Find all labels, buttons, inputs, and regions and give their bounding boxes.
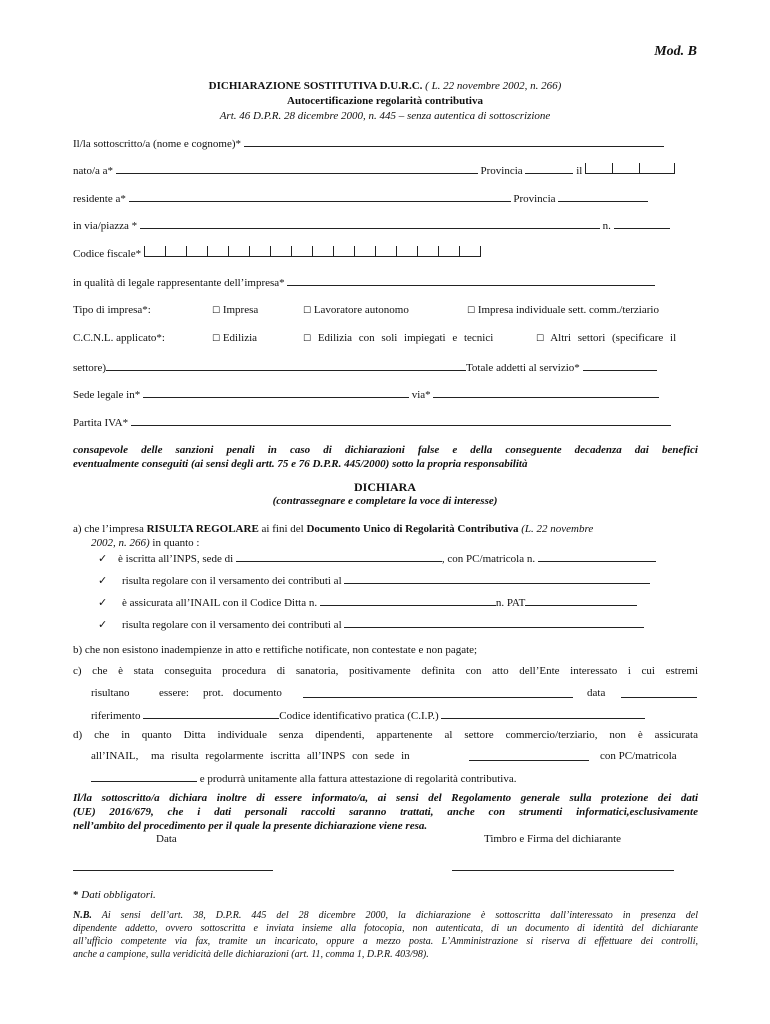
model-label: Mod. B bbox=[654, 44, 697, 59]
title-bold: DICHIARAZIONE SOSTITUTIVA D.U.R.C. bbox=[208, 80, 423, 92]
field-codice-fiscale bbox=[73, 246, 481, 260]
nb-line-2: dipendente addetto, ovvero sottoscritta e inviata insieme alla fotocopia, non autenticata, di un documento di identità del dichiarante bbox=[73, 923, 698, 934]
input-sede-inps-ditta[interactable] bbox=[469, 750, 589, 761]
item-d-line-1: d) che in quanto Ditta individuale senza dipendenti, appartenente al settore commercio/terziario, non è assicurata bbox=[73, 729, 698, 741]
item-a-1: ✓ è iscritta all’INPS, sede di , con PC/matricola n. bbox=[98, 551, 656, 565]
option-lavoratore-autonomo[interactable]: ☐ Lavoratore autonomo bbox=[303, 304, 409, 316]
codice-fiscale-cell[interactable] bbox=[354, 246, 375, 257]
field-settore bbox=[73, 360, 657, 374]
checkbox-icon[interactable]: ☐ bbox=[212, 334, 221, 344]
label-il: il bbox=[576, 165, 583, 177]
item-c-line-3: riferimento Codice identificativo pratica (C.I.P.) bbox=[91, 708, 645, 722]
label-codice-fiscale: Codice fiscale* bbox=[73, 248, 142, 260]
label-partita-iva: Partita IVA* bbox=[73, 417, 129, 429]
input-cip[interactable] bbox=[441, 708, 645, 719]
nb-line-4: anche a campione, sulla veridicità delle dichiarazioni (art. 11, comma 1, D.P.R. 403/98). bbox=[73, 949, 429, 960]
check-icon[interactable]: ✓ bbox=[98, 575, 108, 587]
codice-fiscale-cell[interactable] bbox=[207, 246, 228, 257]
label-via: in via/piazza * bbox=[73, 220, 138, 232]
input-giorno[interactable] bbox=[585, 163, 612, 174]
option-edilizia-impiegati[interactable]: ☐ Edilizia con soli impiegati e tecnici bbox=[303, 332, 494, 344]
input-via-sede[interactable] bbox=[433, 387, 659, 398]
privacy-line-2: (UE) 2016/679, che i dati personali raccolti saranno trattati, anche con strumenti informatici,esclusivamente bbox=[73, 806, 698, 818]
input-settore[interactable] bbox=[106, 360, 466, 371]
input-anno[interactable] bbox=[639, 163, 675, 174]
consapevole-line-1: consapevole delle sanzioni penali in caso di dichiarazioni false e della conseguente decadenza dai benefici bbox=[73, 444, 698, 456]
codice-fiscale-cell[interactable] bbox=[249, 246, 270, 257]
input-provincia-residenza[interactable] bbox=[558, 191, 648, 202]
option-altri-settori[interactable]: ☐ Altri settori (specificare il bbox=[536, 332, 677, 344]
input-codice-fiscale[interactable] bbox=[144, 248, 481, 260]
privacy-line-1: Il/la sottoscritto/a dichiara inoltre di essere informato/a, ai sensi del Regolamento generale sulla protezione dei dati bbox=[73, 792, 698, 804]
input-riferimento[interactable] bbox=[143, 708, 279, 719]
document-subtitle: Autocertificazione regolarità contributiva bbox=[287, 95, 483, 107]
codice-fiscale-cell[interactable] bbox=[312, 246, 333, 257]
item-a: a) che l’impresa RISULTA REGOLARE ai fini del Documento Unico di Regolarità Contributiva (L. 22 novembre bbox=[73, 523, 594, 535]
option-impresa[interactable]: ☐ Impresa bbox=[212, 304, 259, 316]
label-tipo-impresa: Tipo di impresa*: bbox=[73, 304, 151, 316]
field-sottoscritto bbox=[73, 136, 664, 150]
item-d-line-3: e produrrà unitamente alla fattura attestazione di regolarità contributiva. bbox=[91, 771, 516, 785]
codice-fiscale-cell[interactable] bbox=[165, 246, 186, 257]
label-nato: nato/a a* bbox=[73, 165, 114, 177]
label-provincia-residenza: Provincia bbox=[513, 193, 556, 205]
field-partita-iva bbox=[73, 415, 671, 429]
document-title bbox=[0, 80, 770, 92]
input-codice-ditta[interactable] bbox=[320, 595, 496, 606]
input-sede-legale[interactable] bbox=[143, 387, 409, 398]
nb-line-1: N.B. Ai sensi dell’art. 38, D.P.R. 445 del 28 dicembre 2000, la dichiarazione è sottoscritta dall’interessato in presenza del bbox=[73, 910, 698, 921]
title-ref: ( L. 22 novembre 2002, n. 266) bbox=[425, 80, 562, 92]
checkbox-icon[interactable]: ☐ bbox=[467, 306, 476, 316]
input-provincia-nascita[interactable] bbox=[525, 163, 573, 174]
item-d-line-2: all’INAIL, ma risulta regolarmente iscritta all’INPS con sede in con PC/matricola bbox=[91, 750, 677, 762]
checkbox-icon[interactable]: ☐ bbox=[212, 306, 221, 316]
field-via bbox=[73, 218, 670, 232]
item-c-line-2: risultano essere: prot. documento data bbox=[91, 687, 698, 699]
field-residente bbox=[73, 191, 648, 205]
label-via-sede: via* bbox=[411, 389, 431, 401]
input-nato[interactable] bbox=[116, 163, 478, 174]
footnote-obbligatori: * Dati obbligatori. bbox=[73, 889, 156, 901]
input-residente[interactable] bbox=[129, 191, 511, 202]
input-partita-iva[interactable] bbox=[131, 415, 671, 426]
label-sottoscritto: Il/la sottoscritto/a (nome e cognome)* bbox=[73, 138, 242, 150]
checkbox-icon[interactable]: ☐ bbox=[303, 306, 312, 316]
codice-fiscale-cell[interactable] bbox=[186, 246, 207, 257]
item-a-2: ✓ risulta regolare con il versamento dei contributi al bbox=[98, 573, 650, 587]
input-sede-inps[interactable] bbox=[236, 551, 442, 562]
nb-line-3: all’ufficio competente via fax, tramite un incaricato, oppure a mezzo posta. L’Amministrazione si riserva di effettuare dei controlli, bbox=[73, 936, 698, 947]
input-documento[interactable] bbox=[303, 687, 573, 698]
input-pat[interactable] bbox=[525, 595, 637, 606]
check-icon[interactable]: ✓ bbox=[98, 597, 108, 609]
input-data-documento[interactable] bbox=[621, 687, 697, 698]
label-sede-legale: Sede legale in* bbox=[73, 389, 141, 401]
field-sede-legale bbox=[73, 387, 659, 401]
label-provincia: Provincia bbox=[480, 165, 523, 177]
codice-fiscale-cell[interactable] bbox=[144, 246, 165, 257]
label-totale-addetti: Totale addetti al servizio* bbox=[465, 362, 580, 374]
label-residente: residente a* bbox=[73, 193, 126, 205]
input-matricola-ditta[interactable] bbox=[91, 771, 197, 782]
input-numero[interactable] bbox=[614, 218, 670, 229]
codice-fiscale-cell[interactable] bbox=[459, 246, 481, 257]
input-totale-addetti[interactable] bbox=[583, 360, 657, 371]
codice-fiscale-cell[interactable] bbox=[333, 246, 354, 257]
input-sottoscritto[interactable] bbox=[244, 136, 664, 147]
codice-fiscale-cell[interactable] bbox=[438, 246, 459, 257]
checkbox-icon[interactable]: ☐ bbox=[303, 334, 312, 344]
label-numero: n. bbox=[602, 220, 611, 232]
consapevole-line-2: eventualmente conseguiti (ai sensi degli artt. 75 e 76 D.P.R. 445/2000) sotto la propria responsabilità bbox=[73, 458, 528, 470]
input-mese[interactable] bbox=[612, 163, 639, 174]
codice-fiscale-cell[interactable] bbox=[375, 246, 396, 257]
field-tipo-impresa bbox=[73, 304, 698, 316]
field-nato bbox=[73, 163, 675, 177]
check-icon[interactable]: ✓ bbox=[98, 619, 108, 631]
codice-fiscale-cell[interactable] bbox=[396, 246, 417, 257]
input-contributi-1[interactable] bbox=[344, 573, 650, 584]
codice-fiscale-cell[interactable] bbox=[291, 246, 312, 257]
input-signature-date[interactable] bbox=[73, 870, 273, 871]
label-settore: settore) bbox=[73, 362, 106, 374]
dichiara-subtitle: (contrassegnare e completare la voce di interesse) bbox=[272, 495, 498, 507]
input-impresa[interactable] bbox=[287, 275, 655, 286]
codice-fiscale-cell[interactable] bbox=[417, 246, 438, 257]
law-reference: Art. 46 D.P.R. 28 dicembre 2000, n. 445 – senza autentica di sottoscrizione bbox=[219, 110, 551, 122]
input-matricola-inps[interactable] bbox=[538, 551, 656, 562]
item-b: b) che non esistono inadempienze in atto e rettifiche notificate, non contestate e non pagate; bbox=[73, 644, 478, 656]
check-icon[interactable]: ✓ bbox=[98, 553, 108, 565]
dichiara-title: DICHIARA bbox=[353, 480, 416, 494]
option-impresa-individuale[interactable]: ☐ Impresa individuale sett. comm./terziario bbox=[467, 304, 659, 316]
label-ccnl: C.C.N.L. applicato*: bbox=[73, 332, 165, 344]
privacy-line-3: nell’ambito del procedimento per il quale la presente dichiarazione viene resa. bbox=[73, 820, 428, 832]
label-qualita: in qualità di legale rappresentante dell’impresa* bbox=[73, 277, 285, 289]
field-ccnl bbox=[73, 332, 698, 344]
field-qualita bbox=[73, 275, 655, 289]
codice-fiscale-cell[interactable] bbox=[228, 246, 249, 257]
item-a-continuation: 2002, n. 266) in quanto : bbox=[91, 537, 200, 549]
codice-fiscale-cell[interactable] bbox=[270, 246, 291, 257]
checkbox-icon[interactable]: ☐ bbox=[536, 334, 545, 344]
item-a-3: ✓ è assicurata all’INAIL con il Codice Ditta n. n. PAT bbox=[98, 595, 637, 609]
signature-data-label: Data bbox=[156, 833, 177, 845]
item-c-line-1: c) che è stata conseguita procedura di sanatoria, positivamente definita con atto dell’Ente interessato i cui estremi bbox=[73, 665, 698, 677]
signature-timbro-label: Timbro e Firma del dichiarante bbox=[484, 833, 622, 845]
input-signature-firma[interactable] bbox=[452, 870, 674, 871]
input-contributi-2[interactable] bbox=[344, 617, 644, 628]
item-a-4: ✓ risulta regolare con il versamento dei contributi al bbox=[98, 617, 644, 631]
input-via[interactable] bbox=[140, 218, 600, 229]
option-edilizia[interactable]: ☐ Edilizia bbox=[212, 332, 258, 344]
